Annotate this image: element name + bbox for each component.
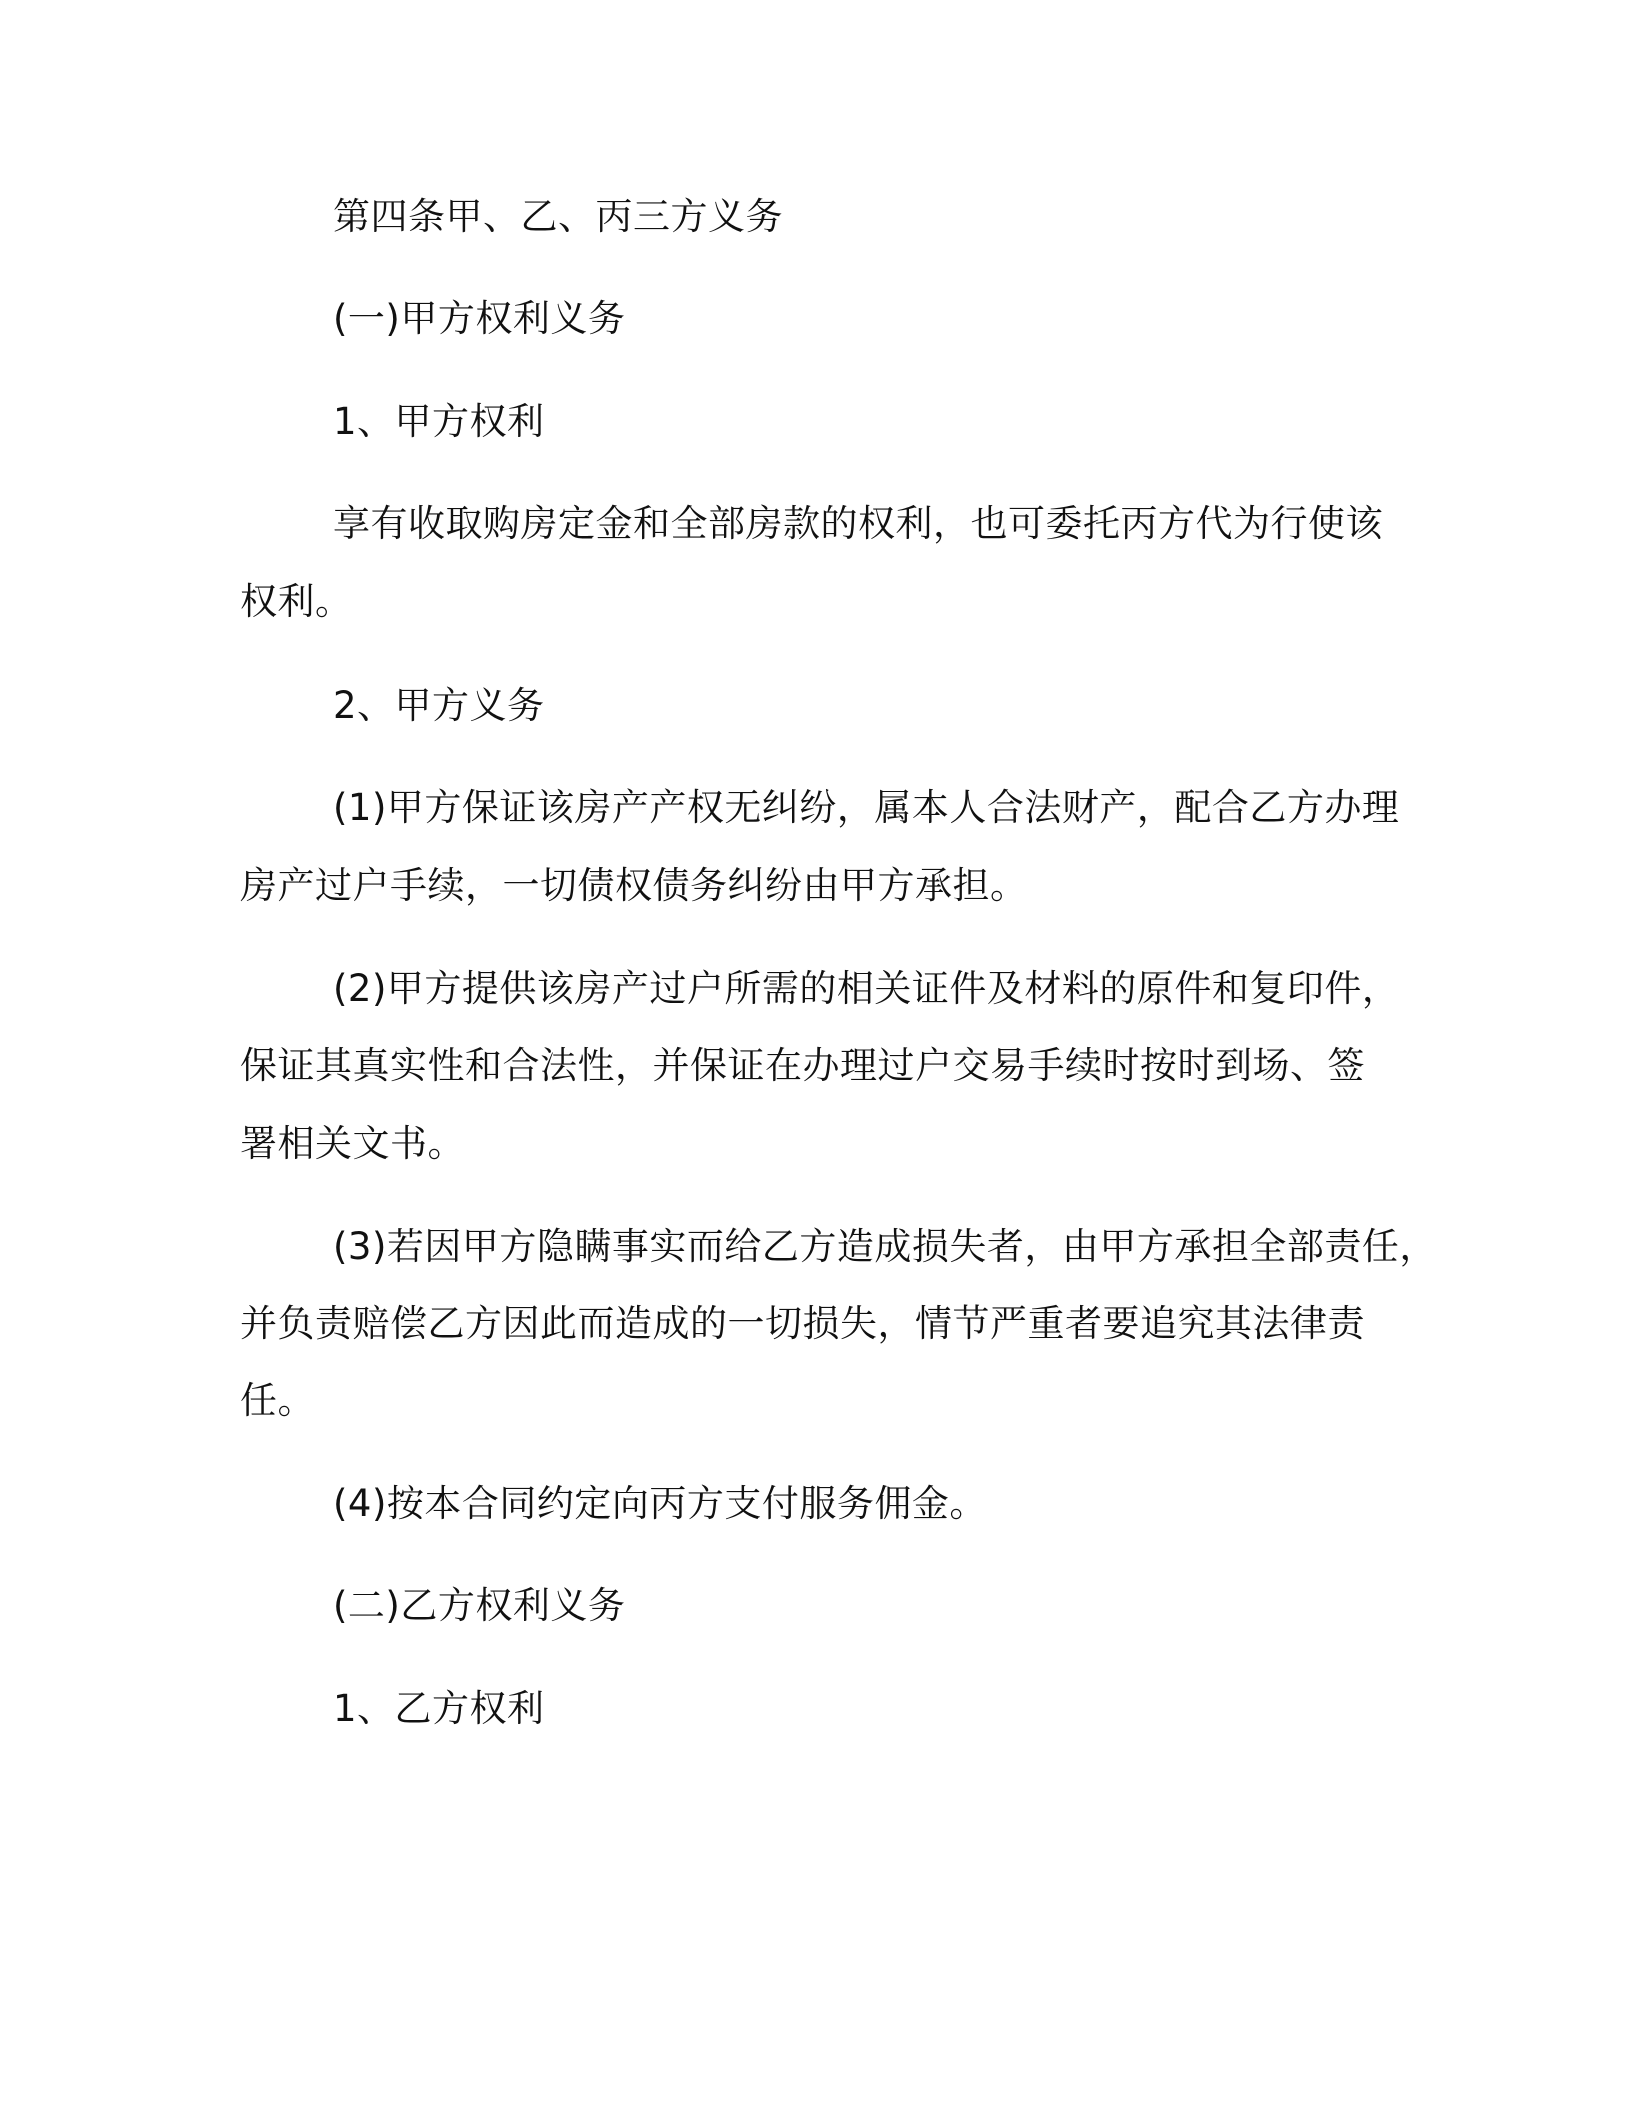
subsection-heading: 1、乙方权利: [333, 1687, 545, 1730]
paragraph-line: 任。: [240, 1379, 315, 1422]
section-heading: (二)乙方权利义务: [333, 1584, 626, 1627]
paragraph-line: 并负责赔偿乙方因此而造成的一切损失，情节严重者要追究其法律责: [240, 1302, 1365, 1345]
article-heading: 第四条甲、乙、丙三方义务: [333, 195, 783, 238]
subsection-heading: 2、甲方义务: [333, 684, 545, 727]
paragraph-line: (1)甲方保证该房产产权无纠纷，属本人合法财产，配合乙方办理: [333, 786, 1400, 829]
paragraph-line: (4)按本合同约定向丙方支付服务佣金。: [333, 1482, 987, 1525]
paragraph-line: 署相关文书。: [240, 1122, 465, 1165]
paragraph-line: 保证其真实性和合法性，并保证在办理过户交易手续时按时到场、签: [240, 1044, 1365, 1087]
paragraph-line: 权利。: [240, 580, 353, 623]
paragraph-line: (2)甲方提供该房产过户所需的相关证件及材料的原件和复印件，: [333, 967, 1400, 1010]
section-heading: (一)甲方权利义务: [333, 297, 626, 340]
paragraph-line: 享有收取购房定金和全部房款的权利，也可委托丙方代为行使该: [333, 502, 1383, 545]
paragraph-line: 房产过户手续，一切债权债务纠纷由甲方承担。: [240, 864, 1028, 907]
subsection-heading: 1、甲方权利: [333, 400, 545, 443]
paragraph-line: (3)若因甲方隐瞒事实而给乙方造成损失者，由甲方承担全部责任，: [333, 1225, 1437, 1268]
